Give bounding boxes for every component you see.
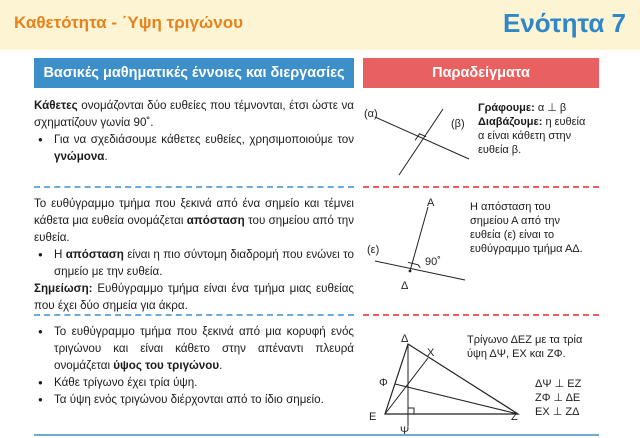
distance-figure [363, 193, 473, 295]
label-F: Φ [379, 377, 388, 389]
concepts-column-header: Βασικές μαθηματικές έννοιες και διεργασίες [34, 58, 354, 88]
label-A: Α [427, 197, 435, 209]
page-title: Καθετότητα - ΄Υψη τριγώνου [14, 13, 244, 32]
point-D [409, 270, 412, 273]
segment-note: Σημείωση: Ευθύγραμμο τμήμα είναι ένα τμήμα μιας ευθείας που έχει δύο σημεία για άκρα. [34, 282, 354, 312]
row-distance-concepts [34, 195, 354, 314]
altitude-relations: ΔΨ ⊥ ΕΖ ΖΦ ⊥ ΔΕ ΕΧ ⊥ ΖΔ [535, 378, 582, 418]
shortest-path-bullet: ● Η απόσταση είναι η πιο σύντομη διαδρομή που ενώνει το σημείο με την ευθεία. [34, 246, 354, 280]
label-a: (α) [364, 108, 378, 120]
page-bottom-border [34, 434, 599, 436]
label-D: Δ [401, 280, 409, 292]
row-separator [34, 314, 354, 316]
label-D: Δ [401, 333, 409, 345]
altitude-definition: ● Το ευθύγραμμο τμήμα που ξεκινά από μια κορυφή ενός τριγώνου και είναι κάθετο στην απέναντι πλευρά ονομάζεται ύψος του τριγώνου. [34, 323, 354, 374]
page-header [0, 0, 640, 50]
row-separator [363, 314, 599, 316]
label-X: Χ [427, 347, 435, 359]
label-b: (β) [451, 118, 465, 130]
right-angle-mark [408, 408, 414, 414]
label-e: (ε) [367, 244, 380, 256]
distance-example: Η απόσταση του σημείου Α από την ευθεία (ε) είναι το ευθύγραμμο τμήμα ΑΔ. [470, 201, 583, 255]
altitude-Z-F [395, 384, 518, 414]
altitude-E-X [385, 358, 428, 414]
altitude-example: Τρίγωνο ΔΕΖ με τα τρία ύψη ΔΨ, ΕΧ και ΖΦ. [467, 334, 583, 360]
label-E: Ε [369, 411, 377, 423]
label-Psi: Ψ [400, 425, 410, 436]
perpendicular-definition: Κάθετες ονομάζονται δύο ευθείες που τέμνονται, έτσι ώστε να σχηματίζουν γωνία 90˚. [34, 99, 354, 129]
perpendicular-lines-figure [363, 95, 481, 180]
unit-label: Ενότητα 7 [503, 8, 626, 38]
examples-column-header: Παραδείγματα [363, 58, 599, 88]
perpendicular-example: Γράφουμε: α ⊥ β Διαβάζουμε: η ευθεία α είναι κάθετη στην ευθεία β. [478, 102, 586, 156]
right-angle-mark [408, 262, 420, 267]
concurrent-altitudes-bullet: ● Τα ύψη ενός τριγώνου διέρχονται από το ίδιο σημείο. [34, 391, 354, 408]
label-Z: Ζ [511, 411, 518, 423]
row-altitude-concepts [34, 323, 354, 408]
row-separator [34, 186, 354, 188]
row-perpendicular-concepts [34, 97, 354, 165]
set-square-bullet: ● Για να σχεδιάσουμε κάθετες ευθείες, χρησιμοποιούμε τον γνώμονα. [34, 131, 354, 165]
distance-definition: Το ευθύγραμμο τμήμα που ξεκινά από ένα σημείο και τέμνει κάθετα μια ευθεία ονομάζεται απόσταση του σημείου από την ευθεία. [34, 197, 354, 244]
three-altitudes-bullet: ● Κάθε τρίγωνο έχει τρία ύψη. [34, 374, 354, 391]
line-b [399, 109, 443, 175]
label-angle: 90˚ [425, 256, 441, 268]
row-separator [363, 186, 599, 188]
line-e [375, 261, 465, 280]
